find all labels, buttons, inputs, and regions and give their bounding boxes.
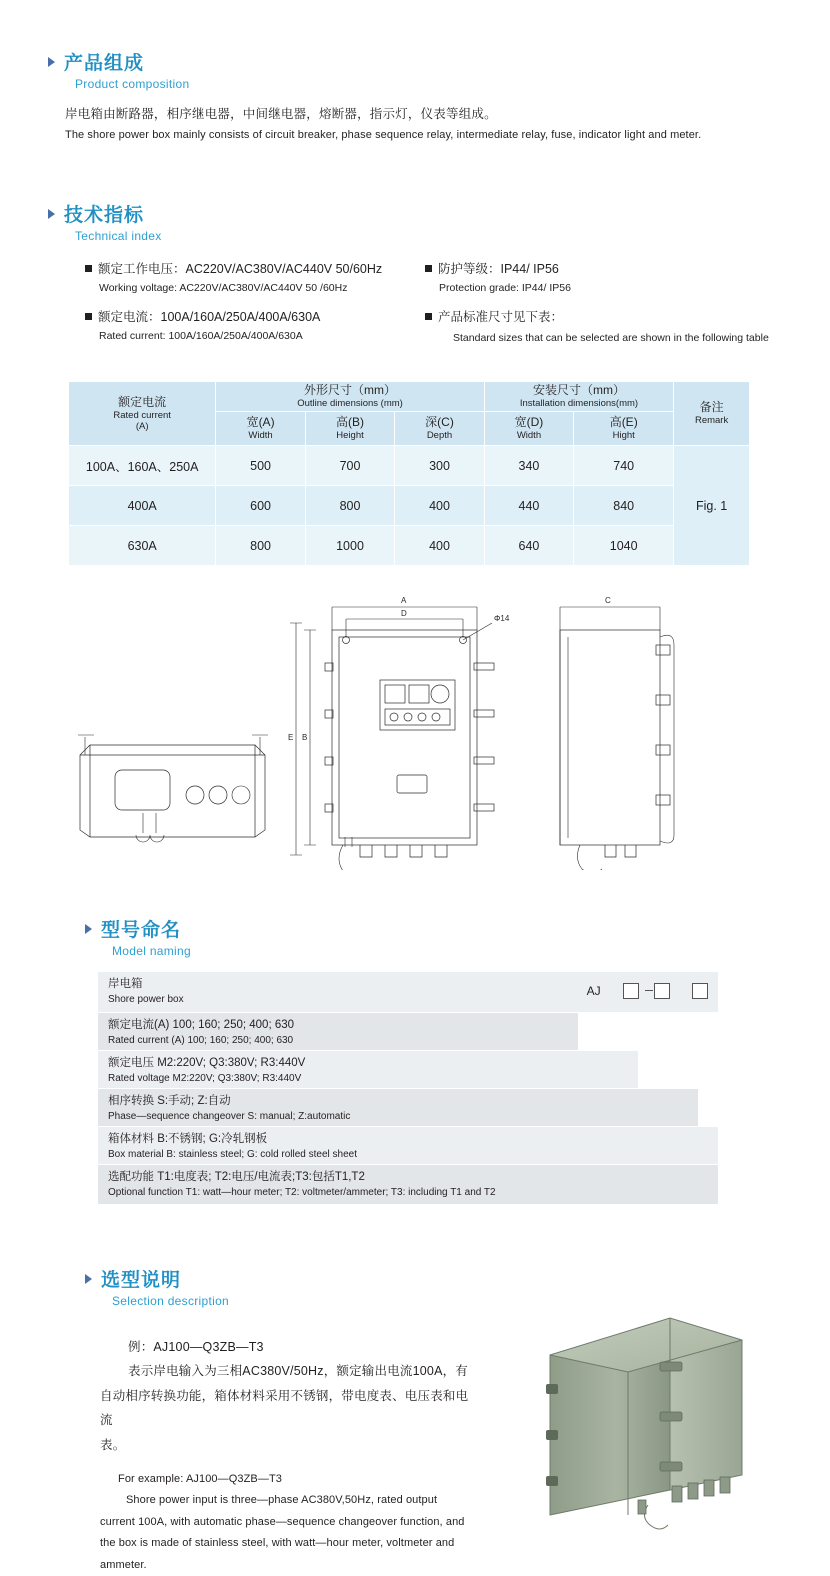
model-row-en: Rated current (A) 100; 160; 250; 400; 630 [108, 1034, 294, 1046]
model-row-cn: 相序转换 S:手动; Z:自动 [108, 1095, 231, 1107]
tech-item-en: Protection grade: IP44/ IP56 [439, 282, 571, 294]
cell-height-b: 800 [305, 486, 394, 526]
dim-label-a: A [401, 596, 407, 605]
model-code-slot-3[interactable] [692, 983, 708, 999]
drawing-front-view [290, 607, 494, 870]
cell-depth-c: 400 [395, 526, 484, 566]
tech-item-en: Standard sizes that can be selected are shown in the following table [453, 332, 769, 344]
cell-rated-current: 400A [69, 486, 216, 526]
section-product-composition-heading [48, 48, 189, 91]
cell-height-b: 700 [305, 446, 394, 486]
model-row-shore-power-box [98, 972, 718, 1012]
header-sub-depth-c: 深(C) Depth [395, 412, 484, 446]
model-code-slot-1[interactable] [623, 983, 639, 999]
header-sub-height-b: 高(B) Height [305, 412, 394, 446]
tech-index-item-current [85, 307, 415, 342]
cell-remark: Fig. 1 [674, 446, 750, 566]
dim-label-e: E [288, 733, 294, 742]
dim-label-c: C [605, 596, 611, 605]
bullet-arrow-icon [48, 57, 55, 67]
selection-body-en-2: current 100A, with automatic phase—sequence changeover function, and [100, 1515, 465, 1528]
cell-rated-current: 100A、160A、250A [69, 446, 216, 486]
spec-table [68, 381, 750, 566]
tech-index-item-sizes [425, 307, 770, 348]
square-bullet-icon [425, 313, 432, 320]
header-install-dimensions [484, 382, 673, 412]
tech-index-item-voltage [85, 259, 415, 294]
model-row-rated-voltage [98, 1050, 638, 1088]
selection-body-en-4: ammeter. [100, 1558, 147, 1571]
table-row [69, 486, 750, 526]
drawing-side-view [560, 607, 674, 870]
cell-width-a: 600 [216, 486, 305, 526]
selection-body-cn-3: 表。 [100, 1437, 126, 1452]
selection-body-en-3: the box is made of stainless steel, with watt—hour meter, voltmeter and [100, 1537, 455, 1550]
technical-drawing [60, 585, 770, 870]
cell-width-d: 440 [484, 486, 573, 526]
tech-item-cn: 产品标准尺寸见下表： [438, 310, 564, 324]
cell-depth-c: 400 [395, 486, 484, 526]
header-rated-current-unit: (A) [135, 421, 149, 432]
section-title-cn: 选型说明 [101, 1270, 182, 1291]
cell-width-a: 500 [216, 446, 305, 486]
cell-rated-current: 630A [69, 526, 216, 566]
model-row-en: Optional function T1: watt—hour meter; T2: voltmeter/ammeter; T3: including T1 and T2 [108, 1186, 496, 1198]
section-title-cn: 产品组成 [64, 53, 145, 74]
section-title-en: Product composition [75, 77, 190, 91]
header-rated-current-en: Rated current [113, 409, 171, 421]
selection-body-cn-1: 表示岸电输入为三相AC380V/50Hz，额定输出电流100A，有 [128, 1364, 469, 1379]
model-code-slot-2[interactable] [654, 983, 670, 999]
section-title-cn: 技术指标 [64, 205, 145, 226]
model-row-en: Shore power box [108, 993, 184, 1005]
selection-body-cn-2: 自动相序转换功能，箱体材料采用不锈钢，带电度表、电压表和电流 [100, 1388, 469, 1428]
section-title-en: Selection description [112, 1294, 230, 1308]
table-row [69, 446, 750, 486]
model-row-cn: 箱体材料 B:不锈钢; G:冷轧钢板 [108, 1133, 268, 1145]
cell-height-e: 1040 [574, 526, 674, 566]
header-remark-cn: 备注 [699, 400, 724, 415]
header-sub-width-d: 宽(D) Width [484, 412, 573, 446]
spec-table-wrapper [68, 381, 750, 566]
model-row-cn: 额定电压 M2:220V; Q3:380V; R3:440V [108, 1057, 306, 1069]
header-rated-current [69, 382, 216, 446]
model-row-en: Rated voltage M2:220V; Q3:380V; R3:440V [108, 1072, 302, 1084]
model-row-rated-current [98, 1012, 578, 1050]
drawing-top-view [78, 735, 268, 842]
header-outline-cn: 外形尺寸（mm） [304, 383, 397, 398]
section-title-en: Technical index [75, 229, 162, 243]
model-row-en: Box material B: stainless steel; G: cold rolled steel sheet [108, 1148, 358, 1160]
model-row-phase-changeover [98, 1088, 698, 1126]
product-composition-body-cn: 岸电箱由断路器，相序继电器，中间继电器，熔断器，指示灯，仪表等组成。 [65, 107, 497, 121]
cell-width-a: 800 [216, 526, 305, 566]
bullet-arrow-icon [85, 924, 92, 934]
model-naming-diagram [98, 972, 718, 1204]
square-bullet-icon [85, 313, 92, 320]
model-row-cn: 额定电流(A) 100; 160; 250; 400; 630 [108, 1019, 295, 1031]
section-model-naming-heading [85, 915, 191, 958]
dim-label-d: D [401, 609, 407, 618]
cell-height-e: 740 [574, 446, 674, 486]
tech-item-cn: 额定电流：100A/160A/250A/400A/630A [98, 310, 321, 324]
selection-example-en: For example: AJ100—Q3ZB—T3 [118, 1472, 282, 1485]
model-row-en: Phase—sequence changeover S: manual; Z:automatic [108, 1110, 351, 1122]
square-bullet-icon [85, 265, 92, 272]
section-selection-description-heading [85, 1265, 229, 1308]
tech-item-cn: 额定工作电压：AC220V/AC380V/AC440V 50/60Hz [98, 262, 383, 276]
selection-example-cn: 例：AJ100—Q3ZB—T3 [128, 1340, 264, 1354]
cell-height-e: 840 [574, 486, 674, 526]
cell-width-d: 340 [484, 446, 573, 486]
table-row [69, 526, 750, 566]
header-outline-en: Outline dimensions (mm) [297, 398, 403, 410]
bullet-arrow-icon [48, 209, 55, 219]
tech-item-en: Working voltage: AC220V/AC380V/AC440V 50 /60Hz [99, 282, 348, 294]
dim-label-hole: Φ14 [494, 614, 510, 623]
model-row-cn: 选配功能 T1:电度表; T2:电压/电流表;T3:包括T1,T2 [108, 1171, 365, 1183]
header-sub-height-e: 高(E) Hight [574, 412, 674, 446]
dim-label-b: B [302, 733, 308, 742]
cell-width-d: 640 [484, 526, 573, 566]
selection-description-body [100, 1335, 480, 1576]
header-sub-width-a: 宽(A) Width [216, 412, 305, 446]
selection-body-en-1: Shore power input is three—phase AC380V,50Hz, rated output [126, 1494, 438, 1507]
code-dash-icon [645, 990, 653, 991]
header-rated-current-cn: 额定电流 [118, 394, 167, 409]
product-photo [520, 1300, 780, 1540]
header-install-en: Installation dimensions(mm) [519, 398, 639, 410]
tech-item-en: Rated current: 100A/160A/250A/400A/630A [99, 330, 303, 342]
header-remark-en: Remark [694, 415, 729, 427]
tech-item-cn: 防护等级：IP44/ IP56 [438, 262, 559, 276]
section-title-en: Model naming [112, 944, 191, 958]
model-row-box-material [98, 1126, 718, 1164]
section-title-cn: 型号命名 [101, 920, 182, 941]
table-header-row-1 [69, 382, 750, 412]
section-technical-index-heading [48, 200, 162, 243]
square-bullet-icon [425, 265, 432, 272]
model-code-prefix: AJ [586, 984, 601, 998]
cell-height-b: 1000 [305, 526, 394, 566]
model-row-cn: 岸电箱 [108, 978, 143, 990]
header-outline-dimensions [216, 382, 484, 412]
model-row-optional-function [98, 1164, 718, 1204]
tech-index-item-protection [425, 259, 765, 294]
cell-depth-c: 300 [395, 446, 484, 486]
product-composition-body-en: The shore power box mainly consists of circuit breaker, phase sequence relay, intermediate relay, fuse, indicator light and meter. [65, 129, 702, 141]
header-install-cn: 安装尺寸（mm） [532, 383, 625, 398]
bullet-arrow-icon [85, 1274, 92, 1284]
header-remark [674, 382, 750, 446]
